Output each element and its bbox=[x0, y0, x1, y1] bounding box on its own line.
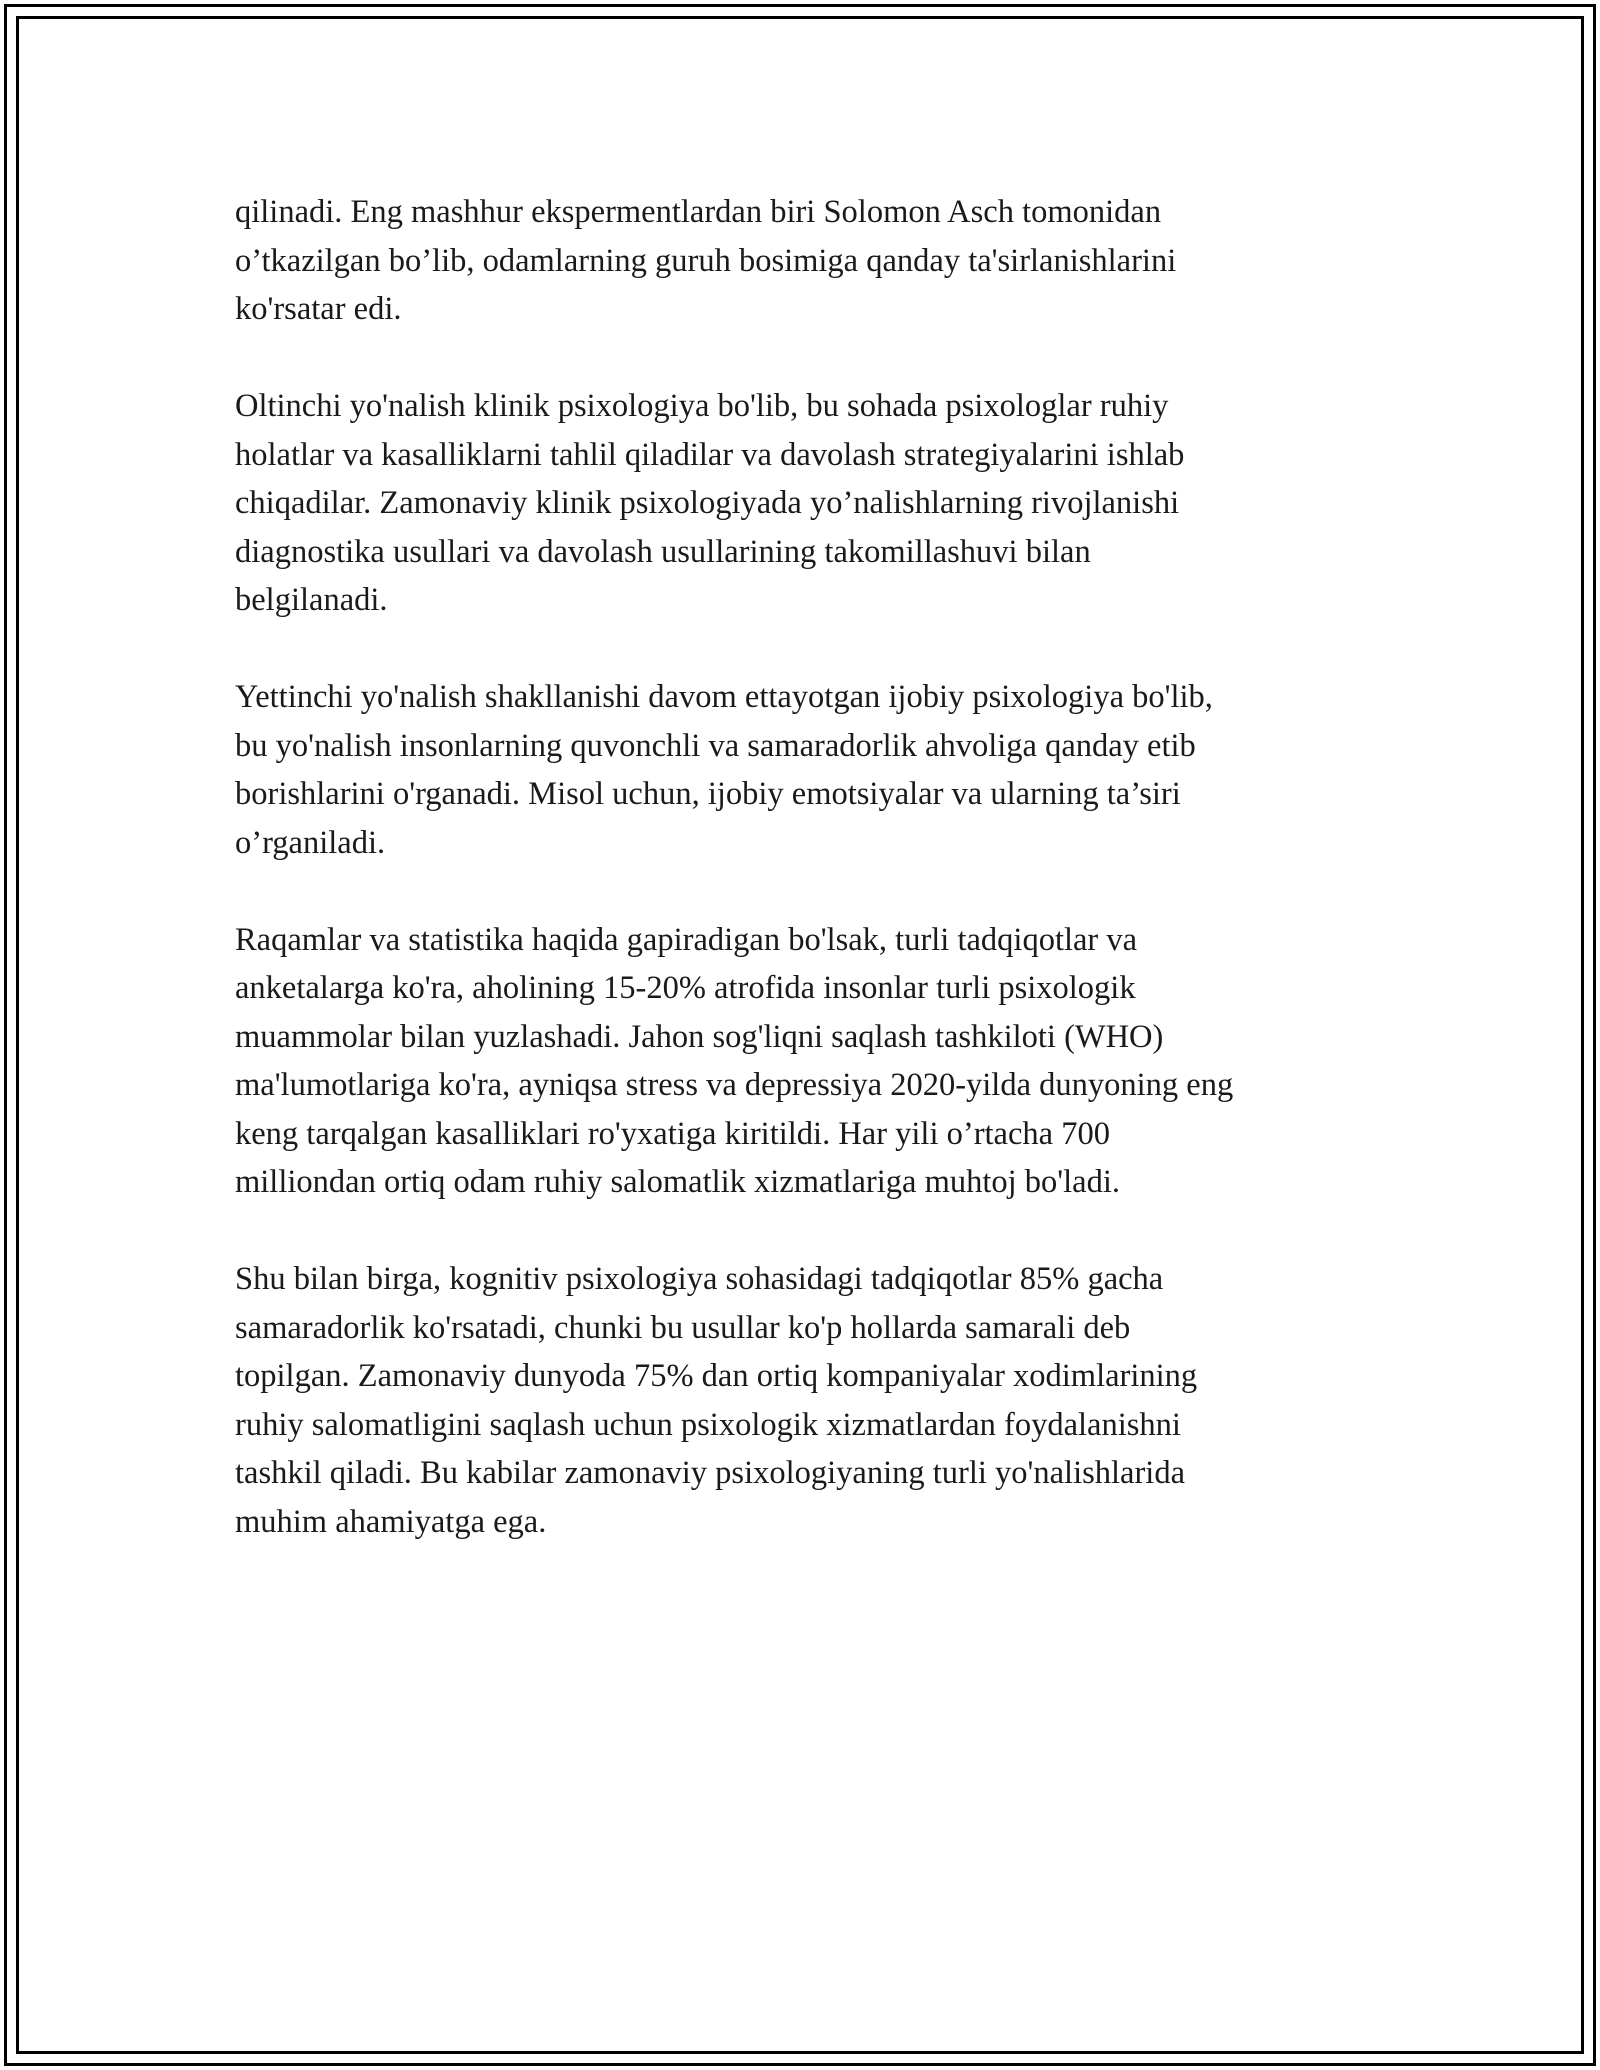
text-line: borishlarini o'rganadi. Misol uchun, ijobiy emotsiyalar va ularning ta’siri bbox=[235, 776, 1181, 812]
text-line: holatlar va kasalliklarni tahlil qiladilar va davolash strategiyalarini ishlab bbox=[235, 436, 1185, 473]
paragraph-3 bbox=[235, 673, 1385, 867]
document-body bbox=[235, 188, 1385, 1595]
text-line: topilgan. Zamonaviy dunyoda 75% dan ortiq kompaniyalar xodimlarining bbox=[235, 1358, 1198, 1394]
text-line: muammolar bilan yuzlashadi. Jahon sog'liqni saqlash tashkiloti (WHO) bbox=[235, 1018, 1164, 1055]
text-line: o’rganiladi. bbox=[235, 824, 386, 861]
text-line: bu yo'nalish insonlarning quvonchli va samaradorlik ahvoliga qanday etib bbox=[235, 727, 1196, 764]
text-line: chiqadilar. Zamonaviy klinik psixologiyada yo’nalishlarning rivojlanishi bbox=[235, 485, 1180, 521]
text-line: muhim ahamiyatga ega. bbox=[235, 1503, 547, 1540]
text-line: tashkil qiladi. Bu kabilar zamonaviy psixologiyaning turli yo'nalishlarida bbox=[235, 1455, 1185, 1491]
paragraph-1 bbox=[235, 188, 1385, 334]
text-line: keng tarqalgan kasalliklari ro'yxatiga kiritildi. Har yili o’rtacha 700 bbox=[235, 1115, 1110, 1152]
text-line: milliondan ortiq odam ruhiy salomatlik xizmatlariga muhtoj bo'ladi. bbox=[235, 1164, 1121, 1200]
text-line: Yettinchi yo'nalish shakllanishi davom ettayotgan ijobiy psixologiya bo'lib, bbox=[235, 679, 1213, 715]
text-line: samaradorlik ko'rsatadi, chunki bu usullar ko'p hollarda samarali deb bbox=[235, 1309, 1131, 1346]
text-line: Oltinchi yo'nalish klinik psixologiya bo'lib, bu sohada psixologlar ruhiy bbox=[235, 388, 1169, 424]
text-line: Raqamlar va statistika haqida gapiradigan bo'lsak, turli tadqiqotlar va bbox=[235, 921, 1138, 958]
paragraph-2 bbox=[235, 382, 1385, 625]
text-line: ruhiy salomatligini saqlash uchun psixologik xizmatlardan foydalanishni bbox=[235, 1406, 1181, 1443]
paragraph-4 bbox=[235, 916, 1385, 1207]
text-line: belgilanadi. bbox=[235, 582, 388, 618]
text-line: anketalarga ko'ra, aholining 15-20% atrofida insonlar turli psixologik bbox=[235, 970, 1136, 1006]
paragraph-5 bbox=[235, 1255, 1385, 1546]
text-line: ma'lumotlariga ko'ra, ayniqsa stress va depressiya 2020-yilda dunyoning eng bbox=[235, 1067, 1234, 1103]
text-line: o’tkazilgan bo’lib, odamlarning guruh bosimiga qanday ta'sirlanishlarini bbox=[235, 242, 1177, 279]
text-line: qilinadi. Eng mashhur ekspermentlardan biri Solomon Asch tomonidan bbox=[235, 194, 1162, 230]
text-line: Shu bilan birga, kognitiv psixologiya sohasidagi tadqiqotlar 85% gacha bbox=[235, 1261, 1164, 1297]
text-line: diagnostika usullari va davolash usullarining takomillashuvi bilan bbox=[235, 533, 1091, 570]
text-line: ko'rsatar edi. bbox=[235, 291, 402, 327]
